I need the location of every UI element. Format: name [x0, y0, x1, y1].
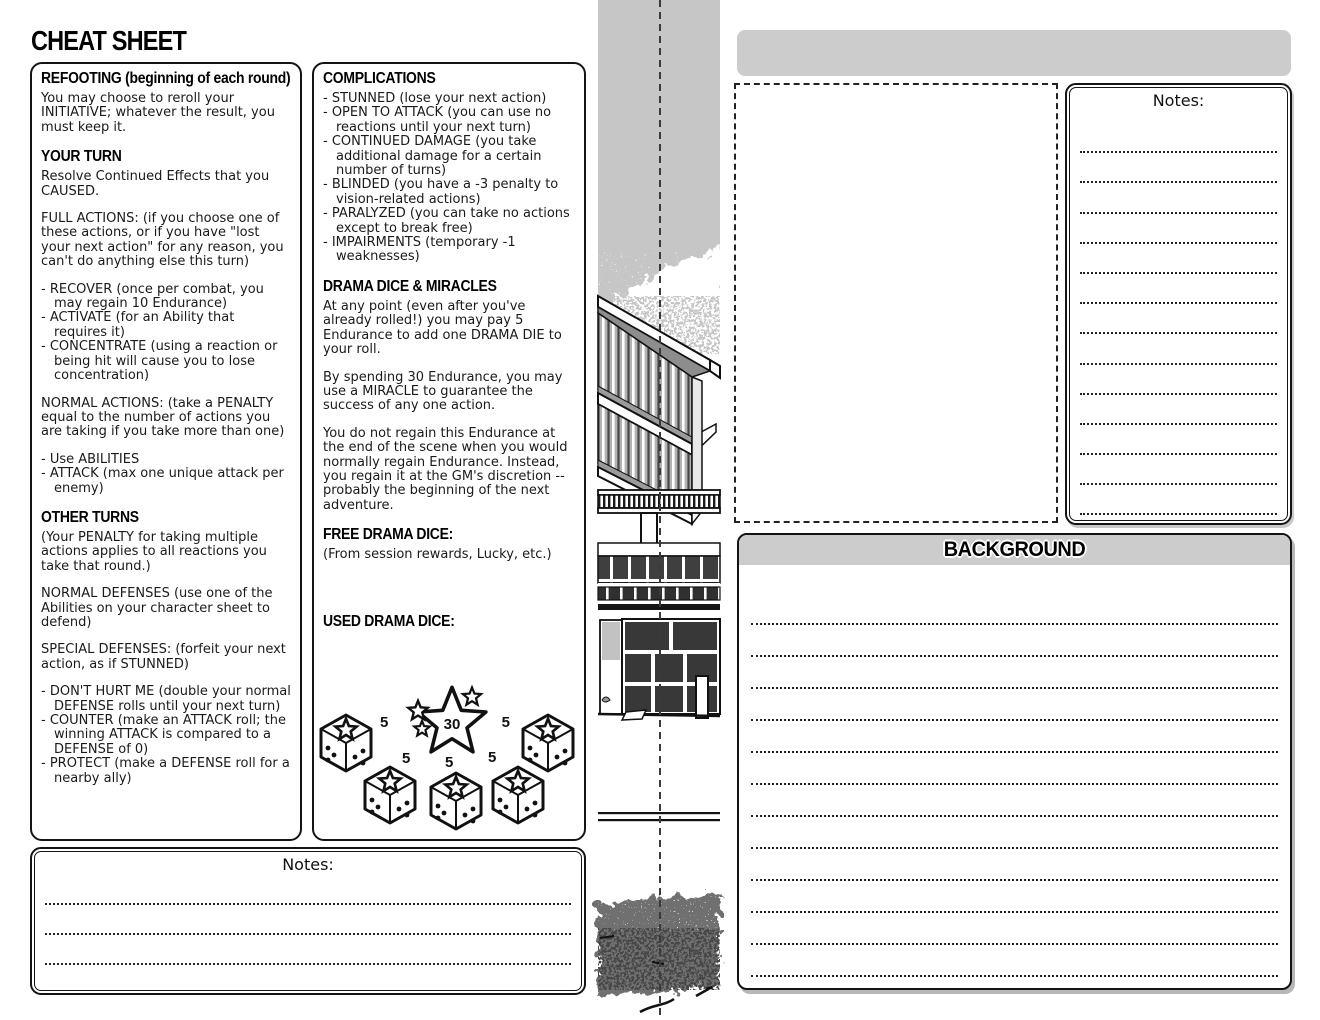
- rule-list-item: - CONTINUED DAMAGE (you take additional damage for a certain number of turns): [323, 134, 542, 179]
- dotted-writing-line: [751, 977, 1278, 990]
- drama-die-icon: [365, 767, 415, 823]
- background-box: [737, 533, 1292, 990]
- dotted-writing-line: [1080, 244, 1277, 274]
- section-heading-refooting: REFOOTING (beginning of each round): [41, 70, 291, 87]
- character-name-bar: [737, 30, 1291, 76]
- section-heading-used-drama-dice: USED DRAMA DICE:: [323, 612, 455, 630]
- drama-die-icon: [523, 715, 573, 771]
- rules-box-turn-structure: [30, 62, 302, 841]
- rule-list-item: - ATTACK (max one unique attack per enemy): [41, 466, 284, 496]
- rule-list-item: - RECOVER (once per combat, you may regain 10 Endurance): [41, 281, 264, 312]
- school-building-illustration: [592, 0, 733, 1020]
- miracle-cost-label: 30: [443, 716, 461, 733]
- dotted-writing-line: [1080, 485, 1277, 515]
- dotted-writing-line: [45, 875, 571, 905]
- dotted-writing-line: [751, 625, 1278, 657]
- rules-box-complications-drama: [312, 62, 586, 841]
- section-heading-complications: COMPLICATIONS: [323, 70, 436, 87]
- section-heading-drama-dice: DRAMA DICE & MIRACLES: [323, 277, 497, 295]
- rule-list-item: - BLINDED (you have a -3 penalty to vision-related actions): [323, 177, 559, 207]
- background-lines: [739, 593, 1290, 990]
- dotted-writing-line: [1080, 455, 1277, 485]
- dotted-writing-line: [45, 965, 571, 991]
- rule-list-item: - STUNNED (lose your next action): [323, 91, 547, 106]
- dotted-writing-line: [1080, 304, 1277, 334]
- rule-list-item: - PROTECT (make a DEFENSE roll for a nearby ally): [41, 756, 290, 786]
- dotted-writing-line: [751, 753, 1278, 785]
- rule-paragraph: By spending 30 Endurance, you may use a MIRACLE to guarantee the success of any one action.: [323, 369, 563, 414]
- rule-paragraph: NORMAL ACTIONS: (take a PENALTY equal to the number of actions you are taking if you take more than one): [41, 395, 285, 440]
- dotted-writing-line: [1080, 123, 1277, 153]
- rule-list-item: - DON'T HURT ME (double your normal DEFENSE rolls until your next turn): [41, 684, 291, 714]
- rule-list-item: - ACTIVATE (for an Ability that requires it): [41, 310, 235, 340]
- dotted-writing-line: [1080, 214, 1277, 244]
- dotted-writing-line: [1080, 274, 1277, 304]
- die-cost-label: 5: [380, 714, 389, 731]
- drama-die-icon: [321, 715, 371, 771]
- die-cost-label: 5: [488, 749, 497, 766]
- rule-paragraph: (From session rewards, Lucky, etc.): [323, 547, 552, 563]
- background-body: [739, 565, 1290, 990]
- dotted-writing-line: [751, 721, 1278, 753]
- rule-list-item: - IMPAIRMENTS (temporary -1 weaknesses): [323, 235, 516, 265]
- drama-dice-illustration: [318, 685, 580, 835]
- notes-lines: [1080, 123, 1277, 521]
- drama-die-icon: [493, 767, 543, 823]
- dotted-writing-line: [1080, 395, 1277, 425]
- section-heading-other-turns: OTHER TURNS: [41, 508, 139, 526]
- notes-box-left-inner: [34, 851, 582, 991]
- background-title: BACKGROUND: [943, 538, 1086, 561]
- rule-list-item: - CONCENTRATE (using a reaction or being hit will cause you to lose concentration): [41, 339, 278, 384]
- notes-box-left: [30, 847, 586, 995]
- rule-list-item: - OPEN TO ATTACK (you can use no reactions until your next turn): [323, 105, 552, 135]
- dotted-writing-line: [1080, 515, 1277, 521]
- page-title: CHEAT SHEET: [31, 25, 186, 56]
- notes-title: Notes:: [282, 855, 334, 874]
- notes-box-right-inner: [1069, 87, 1288, 521]
- background-header: [739, 535, 1290, 565]
- dotted-writing-line: [45, 905, 571, 935]
- notes-title: Notes:: [1152, 91, 1205, 110]
- section-heading-your-turn: YOUR TURN: [41, 148, 122, 166]
- notes-box-right: [1065, 83, 1292, 525]
- rule-paragraph: You do not regain this Endurance at the end of the scene when you would normally regain Endurance. Instead, you regain it at the GM's discretion -- probably the beginning of the next adventure.: [323, 425, 568, 513]
- dotted-writing-line: [751, 849, 1278, 881]
- drama-die-icon: [431, 773, 481, 829]
- dotted-writing-line: [751, 913, 1278, 945]
- dotted-writing-line: [1080, 365, 1277, 395]
- dotted-writing-line: [751, 689, 1278, 721]
- die-cost-label: 5: [445, 754, 454, 771]
- rule-paragraph: Resolve Continued Effects that you CAUSED.: [41, 169, 270, 199]
- rule-paragraph: SPECIAL DEFENSES: (forfeit your next action, as if STUNNED): [41, 642, 286, 672]
- center-illustration: [592, 0, 733, 1020]
- dotted-writing-line: [1080, 334, 1277, 364]
- dotted-writing-line: [1080, 153, 1277, 183]
- rule-list-item: - Use ABILITIES: [41, 451, 140, 467]
- rule-list-item: - COUNTER (make an ATTACK roll; the winning ATTACK is compared to a DEFENSE of 0): [41, 713, 286, 757]
- dotted-writing-line: [751, 945, 1278, 977]
- dotted-writing-line: [751, 817, 1278, 849]
- rule-list-item: - PARALYZED (you can take no actions except to break free): [323, 206, 570, 236]
- section-heading-free-drama-dice: FREE DRAMA DICE:: [323, 526, 454, 544]
- portrait-box: [734, 83, 1058, 523]
- dotted-writing-line: [1080, 425, 1277, 455]
- notes-lines: [45, 875, 571, 991]
- rule-paragraph: NORMAL DEFENSES (use one of the Abilities on your character sheet to defend): [41, 586, 273, 630]
- die-cost-label: 5: [402, 750, 411, 767]
- rule-paragraph: FULL ACTIONS: (if you choose one of these actions, or if you have "lost your next action" for any reason, you can't do anything else this turn): [41, 211, 284, 270]
- dotted-writing-line: [751, 593, 1278, 625]
- used-drama-dice-graphic: [318, 685, 580, 835]
- dotted-writing-line: [751, 657, 1278, 689]
- rule-paragraph: At any point (even after you've already rolled!) you may pay 5 Endurance to add one DRAMA DIE to your roll.: [323, 298, 562, 358]
- rule-paragraph: (Your PENALTY for taking multiple actions applies to all reactions you take that round.): [41, 529, 267, 574]
- dotted-writing-line: [751, 881, 1278, 913]
- dotted-writing-line: [1080, 183, 1277, 213]
- miracle-star-icon: [408, 687, 486, 752]
- dotted-writing-line: [45, 935, 571, 965]
- die-cost-label: 5: [501, 714, 510, 731]
- rule-paragraph: You may choose to reroll your INITIATIVE; whatever the result, you must keep it.: [41, 91, 275, 135]
- dotted-writing-line: [751, 785, 1278, 817]
